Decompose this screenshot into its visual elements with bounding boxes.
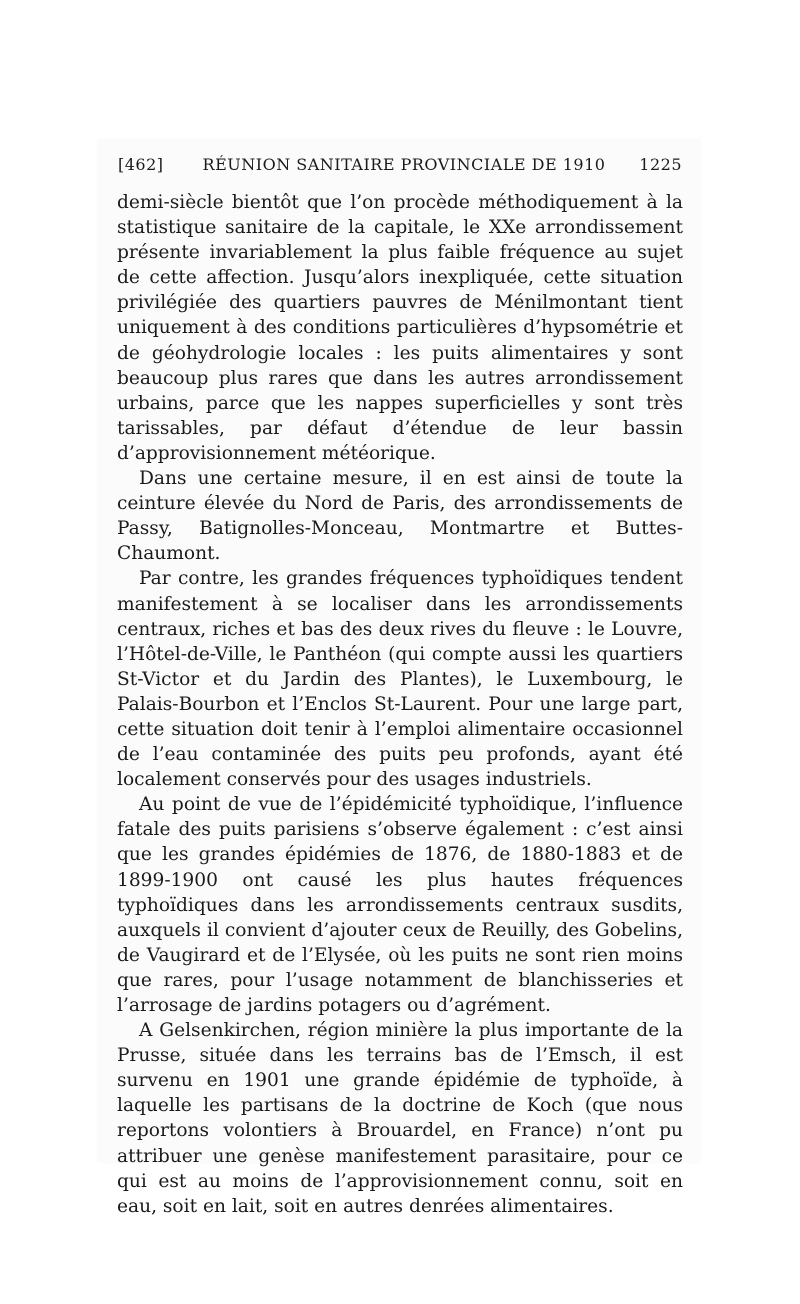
body-text xyxy=(117,190,683,1219)
bracket-page-number: [462] xyxy=(118,155,164,174)
paragraph: A Gelsenkirchen, région minière la plus importante de la Prusse, située dans les terrains bas de l’Emsch, il est survenu en 1901 une grande épidémie de typhoïde, à laquelle les partisans de la doctrine de Koch (que nous reportons volontiers à Brouardel, en France) n’ont pu attribuer une genèse manifestement parasitaire, pour ce qui est au moins de l’approvisionnement connu, soit en eau, soit en lait, soit en autres denrées alimentaires. xyxy=(117,1020,683,1217)
page-number: 1225 xyxy=(639,155,682,174)
paragraph: demi-siècle bientôt que l’on procède méthodiquement à la statistique sanitaire de la capitale, le XXe arrondissement présente invariablement la plus faible fréquence au sujet de cette affection. Jusqu’alors inexpliquée, cette situation privilégiée des quartiers pauvres de Ménilmontant tient uniquement à des conditions particulières d’hypsométrie et de géohydrologie locales : les puits alimentaires y sont beaucoup plus rares que dans les autres arrondissement urbains, parce que les nappes superficielles y sont très tarissables, par défaut d’étendue de leur bassin d’approvisionnement météorique. xyxy=(117,192,683,464)
paragraph: Au point de vue de l’épidémicité typhoïdique, l’influence fatale des puits parisiens s’observe également : c’est ainsi que les grandes épidémies de 1876, de 1880-1883 et de 1899-1900 ont causé les plus hautes fréquences typhoïdiques dans les arrondissements centraux susdits, auxquels il convient d’ajouter ceux de Reuilly, des Gobelins, de Vaugirard et de l’Elysée, où les puits ne sont rien moins que rares, pour l’usage notamment de blanchisseries et l’arrosage de jardins potagers ou d’agrément. xyxy=(117,794,683,1016)
running-title: RÉUNION SANITAIRE PROVINCIALE DE 1910 xyxy=(202,155,606,174)
paragraph: Dans une certaine mesure, il en est ainsi de toute la ceinture élevée du Nord de Paris, des arrondissements de Passy, Batignolles-Monceau, Montmartre et Buttes-Chaumont. xyxy=(117,468,683,565)
paragraph: Par contre, les grandes fréquences typhoïdiques tendent manifestement à se localiser dans les arrondissements centraux, riches et bas des deux rives du fleuve : le Louvre, l’Hôtel-de-Ville, le Panthéon (qui compte aussi les quartiers St-Victor et du Jardin des Plantes), le Luxembourg, le Palais-Bourbon et l’Enclos St-Laurent. Pour une large part, cette situation doit tenir à l’emploi alimentaire occasionnel de l’eau contaminée des puits peu profonds, ayant été localement conservés pour des usages industriels. xyxy=(117,568,683,791)
running-header xyxy=(118,152,682,178)
